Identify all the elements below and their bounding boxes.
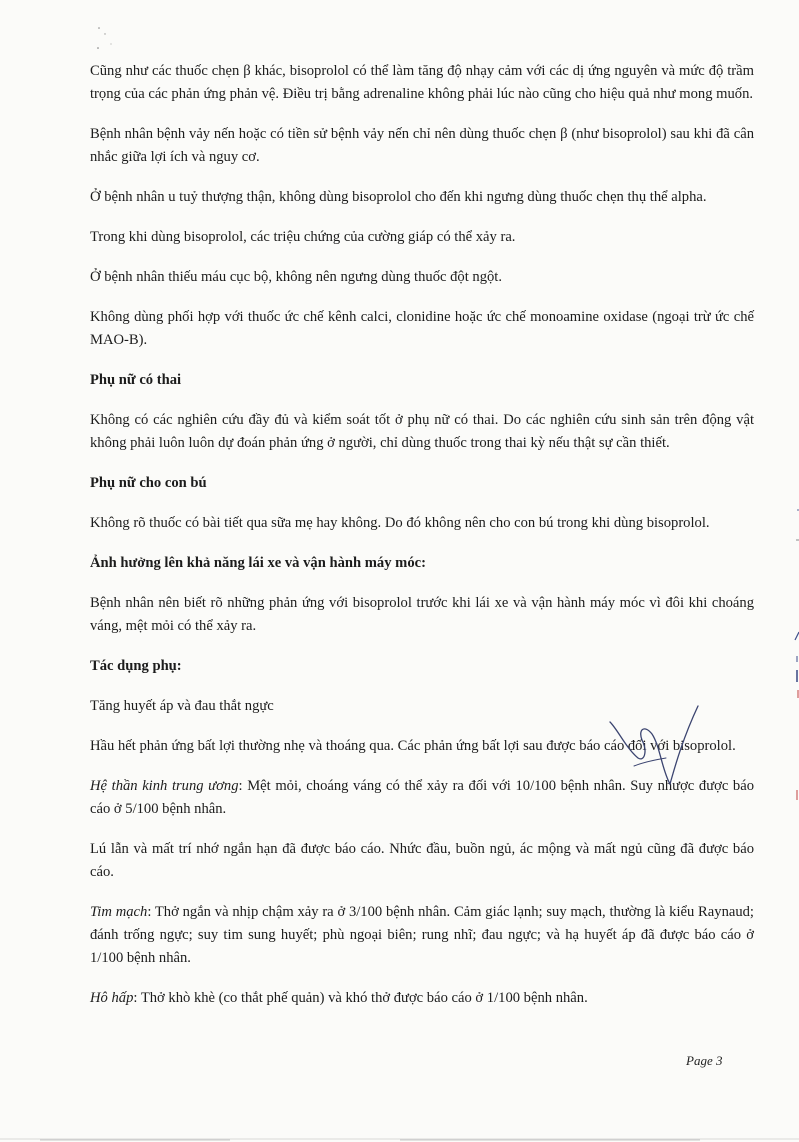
text-cardio: : Thở ngắn và nhịp chậm xảy ra ở 3/100 bệnh nhân. Cảm giác lạnh; suy mạch, thường là kiểu Raynaud; đánh trống ngực; suy tim sung huyết; phù ngoại biên; rung nhĩ; đau ngực; và hạ huyết áp đã được báo cáo ở 1/100 bệnh nhân. xyxy=(90,904,754,966)
heading-side-effects: Tác dụng phụ: xyxy=(90,658,182,674)
paragraph-indication: Tăng huyết áp và đau thắt ngực xyxy=(90,698,274,714)
paragraph-combination: Không dùng phối hợp với thuốc ức chế kênh calci, clonidine hoặc ức chế monoamine oxidase (ngoại trừ ức chế MAO-B). xyxy=(90,309,754,348)
paragraph-cns-more: Lú lẫn và mất trí nhớ ngắn hạn đã được báo cáo. Nhức đầu, buồn ngủ, ác mộng và mất ngủ cũng đã được báo cáo. xyxy=(90,841,754,880)
label-cardio: Tim mạch xyxy=(90,904,148,920)
paragraph-lactation: Không rõ thuốc có bài tiết qua sữa mẹ hay không. Do đó không nên cho con bú trong khi dùng bisoprolol. xyxy=(90,515,710,531)
heading-driving: Ảnh hưởng lên khả năng lái xe và vận hành máy móc: xyxy=(90,555,426,571)
scan-bottom-edge xyxy=(0,1136,799,1142)
text-cns: : Mệt mỏi, choáng váng có thể xảy ra đối với 10/100 bệnh nhân. Suy nhược được báo cáo ở 5/100 bệnh nhân. xyxy=(90,778,754,817)
paragraph-psoriasis: Bệnh nhân bệnh vảy nến hoặc có tiền sử bệnh vảy nến chỉ nên dùng thuốc chẹn β (như bisoprolol) sau khi đã cân nhắc giữa lợi ích và nguy cơ. xyxy=(90,126,754,165)
label-respiratory: Hô hấp xyxy=(90,990,134,1006)
paragraph-pheochromocytoma: Ở bệnh nhân u tuỷ thượng thận, không dùng bisoprolol cho đến khi ngưng dùng thuốc chẹn thụ thể alpha. xyxy=(90,189,707,205)
paragraph-ischemia: Ở bệnh nhân thiếu máu cục bộ, không nên ngưng dùng thuốc đột ngột. xyxy=(90,269,503,285)
paragraph-anaphylaxis: Cũng như các thuốc chẹn β khác, bisoprolol có thể làm tăng độ nhạy cảm với các dị ứng nguyên và mức độ trầm trọng của các phản ứng phản vệ. Điều trị bằng adrenaline không phải lúc nào cũng cho hiệu quả như mong muốn. xyxy=(90,63,754,102)
label-cns: Hệ thần kinh trung ương xyxy=(90,778,239,794)
paragraph-hyperthyroidism: Trong khi dùng bisoprolol, các triệu chứng của cường giáp có thể xảy ra. xyxy=(90,229,516,245)
text-respiratory: : Thở khò khè (co thắt phế quản) và khó thở được báo cáo ở 1/100 bệnh nhân. xyxy=(133,990,588,1006)
paragraph-driving: Bệnh nhân nên biết rõ những phản ứng với bisoprolol trước khi lái xe và vận hành máy móc vì đôi khi choáng váng, mệt mỏi có thể xảy ra. xyxy=(90,595,754,634)
paragraph-respiratory xyxy=(90,987,754,1010)
heading-lactation: Phụ nữ cho con bú xyxy=(90,475,207,491)
document-body xyxy=(90,60,754,1027)
paragraph-cardio xyxy=(90,901,754,970)
scan-edge-artifact xyxy=(789,500,799,840)
scan-artifact xyxy=(95,22,135,52)
page-number: Page 3 xyxy=(686,1053,723,1068)
heading-pregnancy: Phụ nữ có thai xyxy=(90,372,182,388)
signature-mark xyxy=(604,700,704,788)
paragraph-general-adverse: Hầu hết phản ứng bất lợi thường nhẹ và thoáng qua. Các phản ứng bất lợi sau được báo cáo đối với bisoprolol. xyxy=(90,738,736,754)
paragraph-pregnancy: Không có các nghiên cứu đầy đủ và kiểm soát tốt ở phụ nữ có thai. Do các nghiên cứu sinh sản trên động vật không phải luôn luôn dự đoán phản ứng ở người, chỉ dùng thuốc trong thai kỳ nếu thật sự cần thiết. xyxy=(90,412,754,451)
